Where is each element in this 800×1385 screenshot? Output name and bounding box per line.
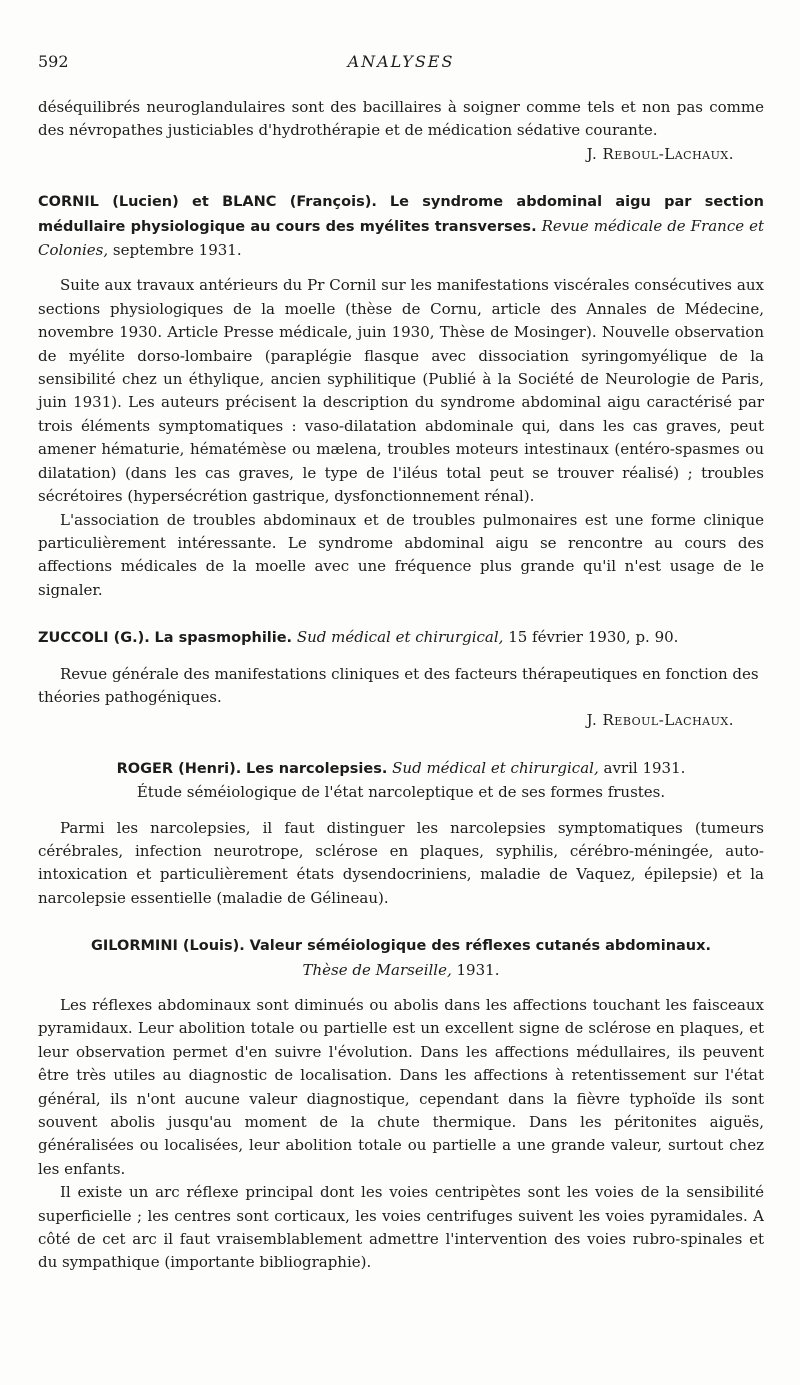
entry-title: Les narcolepsies. xyxy=(246,760,388,777)
abstract-entry xyxy=(38,757,764,910)
intro-signature: J. Reboul-Lachaux. xyxy=(586,144,734,163)
entry-paragraph: Il existe un arc réflexe principal dont les voies centripètes sont les voies de la sensibilité superficielle ; les centres sont corticaux, les voies centrifuges suivent les voies pyramidales. A côté de cet arc il faut vraisemblablement admettre l'intervention des voies rubro-spinales et du sympathique (importante bibliographie). xyxy=(38,1183,764,1272)
entry-authors: GILORMINI (Louis). xyxy=(90,938,245,955)
entry-heading xyxy=(38,190,764,262)
entry-date: 1931. xyxy=(456,960,500,979)
entry-authors: ROGER (Henri). xyxy=(116,760,242,777)
entry-title: Valeur séméiologique des réflexes cutanés abdominaux. xyxy=(249,938,711,955)
entry-title: Le syndrome abdominal aigu par section médullaire physiologique au cours des myélites transverses. xyxy=(38,194,764,235)
entry-heading xyxy=(38,626,764,650)
entry-subtitle: Étude séméiologique de l'état narcoleptique et de ses formes frustes. xyxy=(136,783,666,802)
abstract-entry xyxy=(38,190,764,602)
entry-date: septembre 1931. xyxy=(112,241,242,260)
entry-date: avril 1931. xyxy=(603,758,686,777)
abstract-entry xyxy=(38,934,764,1275)
entry-authors: CORNIL (Lucien) et BLANC (François). xyxy=(38,194,377,211)
entry-paragraph: L'association de troubles abdominaux et de troubles pulmonaires est une forme clinique particulièrement intéressante. Le syndrome abdominal aigu se rencontre au cours des affections médicales de la moelle avec une fréquence plus grande qu'il n'est usage de le signaler. xyxy=(38,510,764,599)
page-header xyxy=(38,52,764,74)
page-content xyxy=(38,96,764,1275)
intro-paragraph: déséquilibrés neuroglandulaires sont des bacillaires à soigner comme tels et non pas comme des névropathes justiciables d'hydrothérapie et de médication sédative courante. xyxy=(38,98,764,140)
entry-journal: Sud médical et chirurgical, xyxy=(296,628,504,647)
entry-paragraph: Parmi les narcolepsies, il faut distinguer les narcolepsies symptomatiques (tumeurs cérébrales, infection neurotrope, sclérose en plaques, syphilis, cérébro-méningée, auto-intoxication et particulièrement états dysendocriniens, maladie de Vaquez, épilepsie) et la narcolepsie essentielle (maladie de Gélineau). xyxy=(38,818,764,907)
entry-journal: Sud médical et chirurgical, xyxy=(392,758,599,777)
abstract-entry xyxy=(38,626,764,733)
entry-heading xyxy=(38,757,764,781)
entry-authors: ZUCCOLI (G.). xyxy=(38,630,150,647)
entry-signature: J. Reboul-Lachaux. xyxy=(586,711,734,730)
entry-paragraph: Les réflexes abdominaux sont diminués ou abolis dans les affections touchant les faisceaux pyramidaux. Leur abolition totale ou partielle est un excellent signe de sclérose en plaques, et leur observation permet d'en suivre l'évolution. Dans les affections médullaires, ils peuvent être très utiles au diagnostic de localisation. Dans les affections à retentissement sur l'état général, ils n'ont aucune valeur diagnostique, cependant dans la fièvre typhoïde ils sont souvent abolis jusqu'au moment de la chute thermique. Dans les péritonites aiguës, généralisées ou localisées, leur abolition totale ou partielle a une grande valeur, surtout chez les enfants. xyxy=(38,996,764,1178)
entry-heading xyxy=(38,934,764,982)
entry-journal: Thèse de Marseille, xyxy=(302,960,452,979)
entry-paragraph: Suite aux travaux antérieurs du Pr Cornil sur les manifestations viscérales consécutives aux sections physiologiques de la moelle (thèse de Cornu, article des Annales de Médecine, novembre 1930. Article Presse médicale, juin 1930, Thèse de Mosinger). Nouvelle observation de myélite dorso-lombaire (paraplégie flasque avec dissociation syringomyélique de la sensibilité chez un éthylique, ancien syphilitique (Publié à la Société de Neurologie de Paris, juin 1931). Les auteurs précisent la description du syndrome abdominal aigu caractérisé par trois éléments symptomatiques : vaso-dilatation abdominale qui, dans les cas graves, peut amener hématurie, hématémèse ou mælena, troubles moteurs intestinaux (entéro-spasmes ou dilatation) (dans les cas graves, le type de l'iléus total peut se trouver réalisé) ; troubles sécrétoires (hypersécrétion gastrique, dysfonctionnement rénal). xyxy=(38,276,764,506)
entry-paragraph: Revue générale des manifestations cliniques et des facteurs thérapeutiques en fonction des théories pathogéniques. xyxy=(38,664,759,706)
entry-date: 15 février 1930, p. 90. xyxy=(508,628,679,647)
entry-journal: Revue médicale de France et Colonies, xyxy=(38,216,764,260)
page-number: 592 xyxy=(38,52,69,71)
running-title: ANALYSES xyxy=(347,52,455,71)
entry-title: La spasmophilie. xyxy=(154,630,293,647)
